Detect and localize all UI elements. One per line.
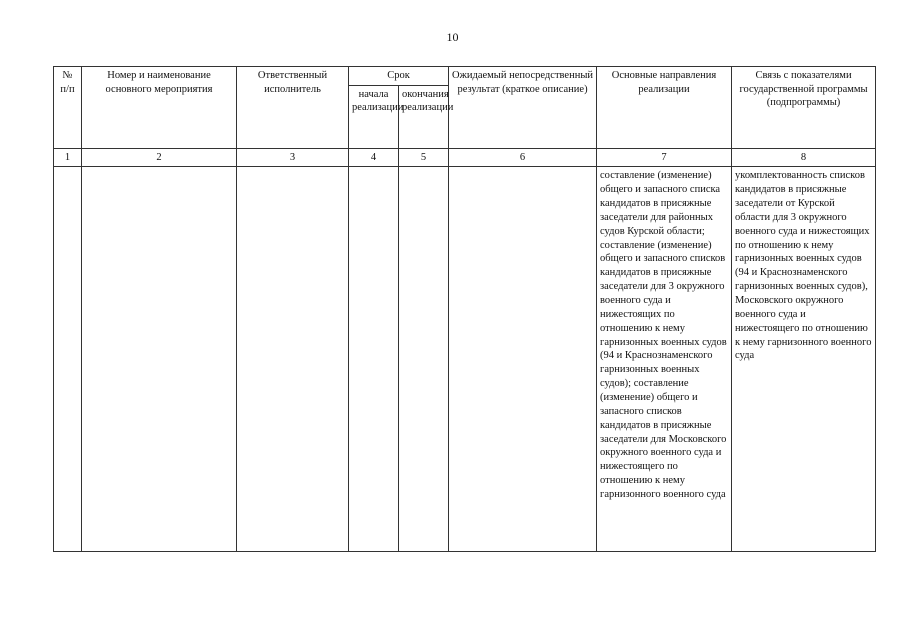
table-row <box>54 167 876 552</box>
activities-table <box>53 66 876 552</box>
cell-expected-result <box>449 167 597 552</box>
cell-end <box>399 167 449 552</box>
cell-main-directions: составление (изменение) общего и запасного списка кандидатов в присяжные заседатели для районных судов Курской области; составление (изменение) общего и запасного списков кандидатов в присяжные заседатели для 3 окружного военного суда и нижестоящих по отношению к нему гарнизонных военных судов (94 и Краснознаменского гарнизонных военных судов); составление (изменение) общего и запасного списков кандидатов в присяжные заседатели для Московского окружного военного суда и нижестоящего по отношению к нему гарнизонного военного суда <box>597 167 732 552</box>
cell-responsible <box>237 167 349 552</box>
header-main-directions: Основные направления реализации <box>597 67 732 149</box>
column-number-row <box>54 148 876 167</box>
cell-start <box>349 167 399 552</box>
cell-number <box>54 167 82 552</box>
header-expected-result: Ожидаемый непосредственный результат (краткое описание) <box>449 67 597 149</box>
column-number-4: 4 <box>349 148 399 167</box>
header-end: окончания реализации <box>399 85 449 148</box>
header-row <box>54 67 876 86</box>
cell-activity-name <box>82 167 237 552</box>
column-number-8: 8 <box>732 148 876 167</box>
header-responsible: Ответственный исполнитель <box>237 67 349 149</box>
column-number-2: 2 <box>82 148 237 167</box>
page-number: 10 <box>446 30 459 44</box>
header-term: Срок <box>349 67 449 86</box>
column-number-6: 6 <box>449 148 597 167</box>
cell-indicator-link: укомплектованность списков кандидатов в присяжные заседатели от Курской области для 3 окружного военного суда и нижестоящих по отношению к нему гарнизонных военных судов (94 и Краснознаменского гарнизонных военных судов), Московского окружного военного суда и нижестоящего по отношению к нему гарнизонного военного суда <box>732 167 876 552</box>
column-number-5: 5 <box>399 148 449 167</box>
column-number-3: 3 <box>237 148 349 167</box>
column-number-7: 7 <box>597 148 732 167</box>
header-number: № п/п <box>54 67 82 149</box>
header-indicator-link: Связь с показателями государственной программы (подпрограммы) <box>732 67 876 149</box>
header-start: начала реализации <box>349 85 399 148</box>
column-number-1: 1 <box>54 148 82 167</box>
header-activity-name: Номер и наименование основного мероприятия <box>82 67 237 149</box>
